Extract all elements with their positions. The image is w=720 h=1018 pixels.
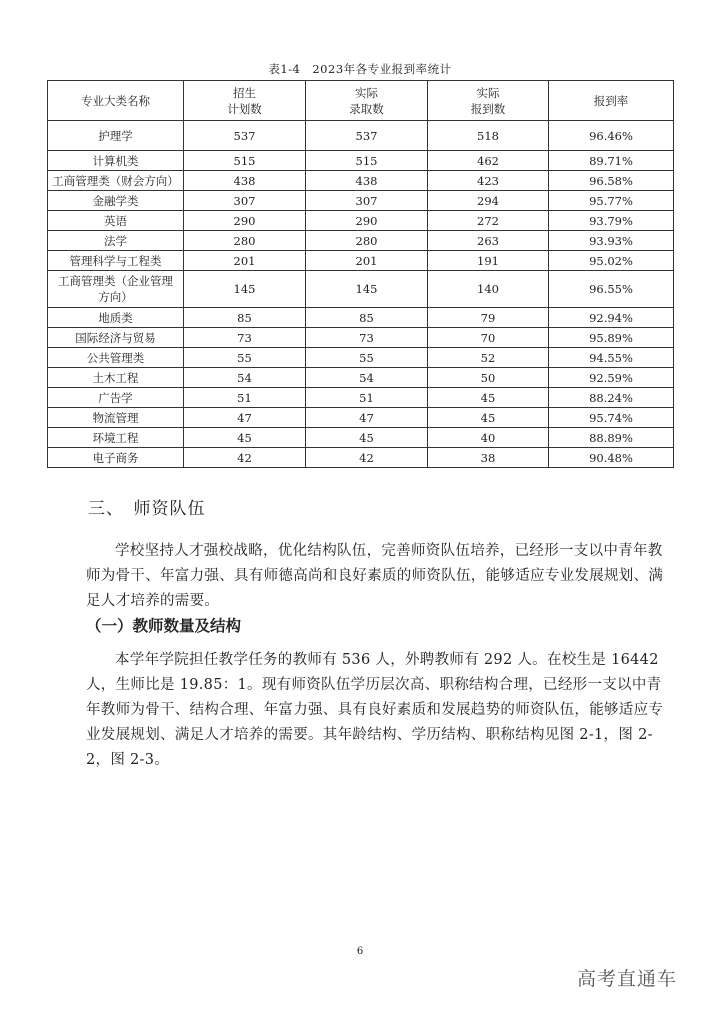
section-intro-paragraph: 学校坚持人才强校战略，优化结构队伍，完善师资队伍培养，已经形一支以中青年教师为骨干、年富力强、具有师德高尚和良好素质的师资队伍，能够适应专业发展规划、满足人才培养的需要。 <box>86 543 664 609</box>
cell-major-name: 国际经济与贸易 <box>48 328 184 348</box>
cell-admitted-count: 515 <box>306 151 428 171</box>
table-row <box>48 171 674 191</box>
cell-reported-count: 79 <box>428 308 549 328</box>
cell-admitted-count: 85 <box>306 308 428 328</box>
table-row <box>48 231 674 251</box>
subsection-heading: （一）教师数量及结构 <box>86 617 242 635</box>
enrollment-report-table <box>47 80 674 468</box>
cell-reported-count: 50 <box>428 368 549 388</box>
cell-report-rate: 88.24% <box>549 388 674 408</box>
cell-admitted-count: 73 <box>306 328 428 348</box>
cell-plan-count: 515 <box>184 151 306 171</box>
cell-reported-count: 140 <box>428 271 549 308</box>
cell-major-name: 工商管理类（财会方向） <box>48 171 184 191</box>
cell-report-rate: 96.55% <box>549 271 674 308</box>
cell-reported-count: 272 <box>428 211 549 231</box>
cell-admitted-count: 201 <box>306 251 428 271</box>
cell-major-name: 计算机类 <box>48 151 184 171</box>
cell-report-rate: 96.58% <box>549 171 674 191</box>
cell-admitted-count: 145 <box>306 271 428 308</box>
cell-major-name: 公共管理类 <box>48 348 184 368</box>
cell-major-name: 地质类 <box>48 308 184 328</box>
cell-reported-count: 40 <box>428 428 549 448</box>
cell-admitted-count: 45 <box>306 428 428 448</box>
section-heading: 三、 师资队伍 <box>88 499 206 519</box>
cell-plan-count: 280 <box>184 231 306 251</box>
cell-report-rate: 93.79% <box>549 211 674 231</box>
cell-report-rate: 95.74% <box>549 408 674 428</box>
cell-report-rate: 95.02% <box>549 251 674 271</box>
table-row <box>48 388 674 408</box>
cell-reported-count: 462 <box>428 151 549 171</box>
cell-admitted-count: 438 <box>306 171 428 191</box>
header-reported-count: 实际 报到数 <box>428 81 549 121</box>
cell-reported-count: 45 <box>428 388 549 408</box>
cell-report-rate: 90.48% <box>549 448 674 468</box>
table-row <box>48 151 674 171</box>
table-row <box>48 191 674 211</box>
cell-admitted-count: 47 <box>306 408 428 428</box>
cell-report-rate: 88.89% <box>549 428 674 448</box>
watermark-logo: 高考直通车 <box>577 968 678 990</box>
header-plan-count: 招生 计划数 <box>184 81 306 121</box>
cell-report-rate: 95.77% <box>549 191 674 211</box>
cell-report-rate: 96.46% <box>549 121 674 151</box>
cell-major-name: 护理学 <box>48 121 184 151</box>
cell-report-rate: 95.89% <box>549 328 674 348</box>
cell-plan-count: 55 <box>184 348 306 368</box>
cell-plan-count: 73 <box>184 328 306 348</box>
table-row <box>48 448 674 468</box>
cell-major-name: 物流管理 <box>48 408 184 428</box>
table-row <box>48 211 674 231</box>
page-number: 6 <box>356 946 364 957</box>
cell-major-name: 土木工程 <box>48 368 184 388</box>
table-row <box>48 308 674 328</box>
cell-major-name: 环境工程 <box>48 428 184 448</box>
cell-plan-count: 290 <box>184 211 306 231</box>
cell-admitted-count: 51 <box>306 388 428 408</box>
table-caption: 表1-4 2023年各专业报到率统计 <box>268 62 452 76</box>
cell-reported-count: 70 <box>428 328 549 348</box>
cell-plan-count: 85 <box>184 308 306 328</box>
cell-plan-count: 47 <box>184 408 306 428</box>
table-row <box>48 408 674 428</box>
cell-major-name: 广告学 <box>48 388 184 408</box>
cell-reported-count: 38 <box>428 448 549 468</box>
cell-plan-count: 45 <box>184 428 306 448</box>
cell-plan-count: 51 <box>184 388 306 408</box>
cell-report-rate: 94.55% <box>549 348 674 368</box>
cell-major-name: 电子商务 <box>48 448 184 468</box>
cell-reported-count: 45 <box>428 408 549 428</box>
cell-plan-count: 42 <box>184 448 306 468</box>
cell-plan-count: 54 <box>184 368 306 388</box>
cell-admitted-count: 42 <box>306 448 428 468</box>
cell-admitted-count: 280 <box>306 231 428 251</box>
header-major-category: 专业大类名称 <box>48 81 184 121</box>
table-row <box>48 121 674 151</box>
cell-plan-count: 307 <box>184 191 306 211</box>
cell-admitted-count: 55 <box>306 348 428 368</box>
cell-admitted-count: 290 <box>306 211 428 231</box>
table-row <box>48 271 674 308</box>
cell-major-name: 金融学类 <box>48 191 184 211</box>
cell-reported-count: 263 <box>428 231 549 251</box>
header-report-rate: 报到率 <box>549 81 674 121</box>
cell-reported-count: 52 <box>428 348 549 368</box>
cell-plan-count: 537 <box>184 121 306 151</box>
cell-major-name: 管理科学与工程类 <box>48 251 184 271</box>
teacher-structure-paragraph: 本学年学院担任教学任务的教师有 536 人，外聘教师有 292 人。在校生是 16442 人，生师比是 19.85：1。现有师资队伍学历层次高、职称结构合理，已经形一支以中青年教师为骨干、结构合理、年富力强、具有良好素质和发展趋势的师资队伍，能够适应专业发展规划、满足人才培养的需要。其年龄结构、学历结构、职称结构见图 2-1，图 2-2，图 2-3。 <box>86 652 664 768</box>
table-row <box>48 428 674 448</box>
cell-major-name: 工商管理类（企业管理 方向） <box>48 271 184 308</box>
cell-report-rate: 93.93% <box>549 231 674 251</box>
cell-report-rate: 92.94% <box>549 308 674 328</box>
cell-reported-count: 518 <box>428 121 549 151</box>
cell-major-name: 英语 <box>48 211 184 231</box>
table-row <box>48 368 674 388</box>
table-row <box>48 251 674 271</box>
cell-report-rate: 89.71% <box>549 151 674 171</box>
table-header-row <box>48 81 674 121</box>
cell-major-name: 法学 <box>48 231 184 251</box>
cell-reported-count: 191 <box>428 251 549 271</box>
cell-plan-count: 438 <box>184 171 306 191</box>
cell-report-rate: 92.59% <box>549 368 674 388</box>
table-row <box>48 348 674 368</box>
cell-plan-count: 201 <box>184 251 306 271</box>
cell-admitted-count: 307 <box>306 191 428 211</box>
cell-reported-count: 423 <box>428 171 549 191</box>
cell-admitted-count: 54 <box>306 368 428 388</box>
header-admitted-count: 实际 录取数 <box>306 81 428 121</box>
cell-admitted-count: 537 <box>306 121 428 151</box>
table-body <box>48 121 674 468</box>
table-row <box>48 328 674 348</box>
cell-reported-count: 294 <box>428 191 549 211</box>
cell-plan-count: 145 <box>184 271 306 308</box>
